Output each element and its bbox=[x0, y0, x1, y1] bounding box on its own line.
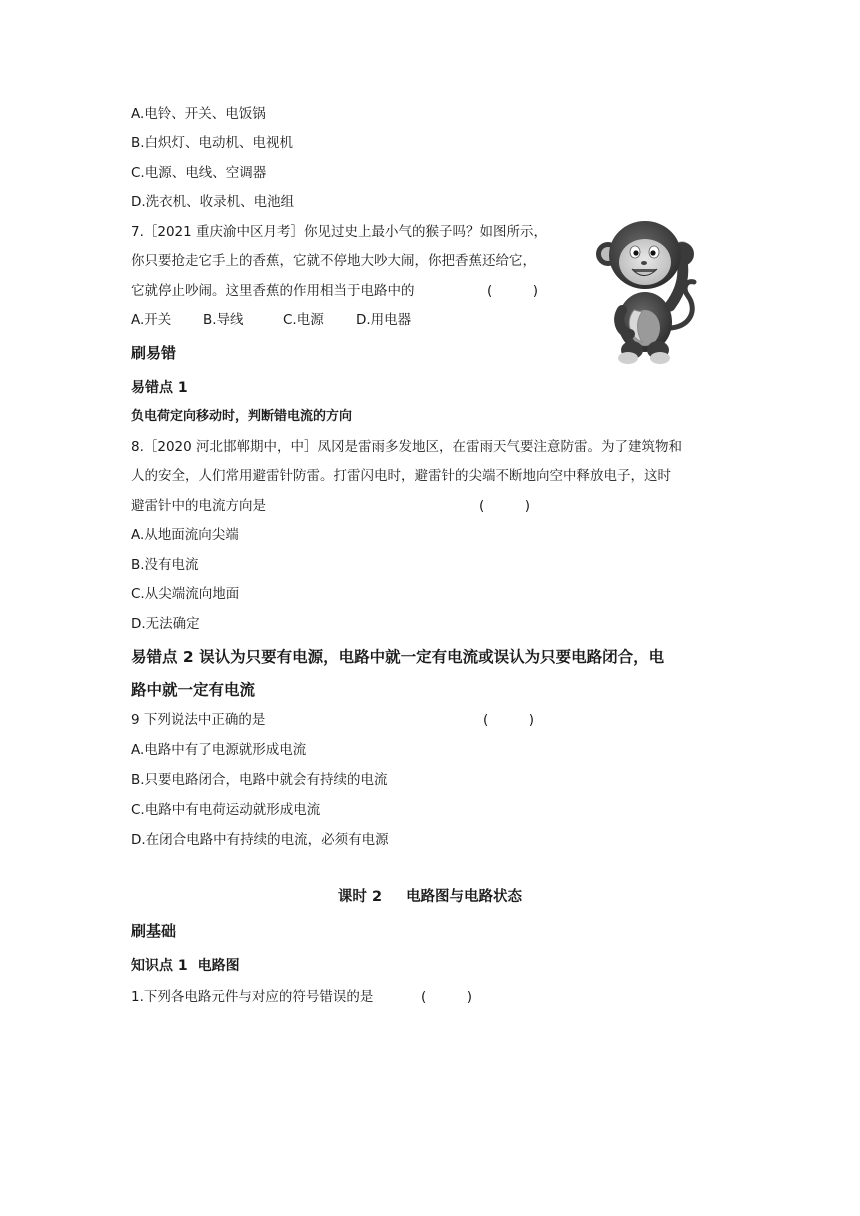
q7-option-d: D.用电器 bbox=[356, 312, 412, 328]
q7-stem-line3: 它就停止吵闹。这里香蕉的作用相当于电路中的 bbox=[131, 283, 415, 299]
lesson-number: 课时 2 bbox=[337, 889, 383, 905]
q1-stem: 1.下列各电路元件与对应的符号错误的是 bbox=[131, 989, 374, 1005]
mistake-point-2-title-line2: 路中就一定有电流 bbox=[131, 681, 256, 699]
lesson-heading bbox=[0, 887, 860, 907]
q9-option-c: C.电路中有电荷运动就形成电流 bbox=[131, 802, 321, 818]
q8-option-b: B.没有电流 bbox=[131, 557, 199, 573]
q1-answer-bracket: ( ) bbox=[421, 989, 473, 1005]
q7-stem-line2: 你只要抢走它手上的香蕉，它就不停地大吵大闹，你把香蕉还给它， bbox=[131, 253, 536, 269]
q8-answer-bracket: ( ) bbox=[479, 498, 531, 514]
mistake-point-2-title-line1: 易错点 2 误认为只要有电源，电路中就一定有电流或误认为只要电路闭合，电 bbox=[131, 648, 665, 666]
q8-stem-line1: 8.［2020 河北邯郸期中，中］凤冈是雷雨多发地区，在雷雨天气要注意防雷。为了建筑物和 bbox=[131, 439, 683, 455]
q9-answer-bracket: ( ) bbox=[483, 712, 535, 728]
q6-option-b: B.白炽灯、电动机、电视机 bbox=[131, 135, 294, 151]
q9-option-a: A.电路中有了电源就形成电流 bbox=[131, 742, 307, 758]
q7-stem-line1: 7.［2021 重庆渝中区月考］你见过史上最小气的猴子吗？如图所示， bbox=[131, 224, 548, 240]
mistake-point-1-title: 易错点 1 bbox=[131, 380, 188, 396]
section-heading-basic: 刷基础 bbox=[131, 922, 177, 940]
q9-option-b: B.只要电路闭合，电路中就会有持续的电流 bbox=[131, 772, 388, 788]
q6-option-d: D.洗衣机、收录机、电池组 bbox=[131, 194, 295, 210]
q6-option-c: C.电源、电线、空调器 bbox=[131, 165, 267, 181]
q8-stem-line3: 避雷针中的电流方向是 bbox=[131, 498, 266, 514]
knowledge-point-1-label: 知识点 1 bbox=[131, 958, 188, 974]
q7-option-b: B.导线 bbox=[203, 312, 244, 328]
q9-stem: 9 下列说法中正确的是 bbox=[131, 712, 266, 728]
q7-option-a: A.开关 bbox=[131, 312, 172, 328]
q7-option-c: C.电源 bbox=[283, 312, 324, 328]
knowledge-point-1-title: 电路图 bbox=[197, 958, 240, 974]
lesson-title: 电路图与电路状态 bbox=[406, 889, 523, 905]
q7-options bbox=[131, 311, 411, 329]
q8-option-d: D.无法确定 bbox=[131, 616, 200, 632]
q6-option-a: A.电铃、开关、电饭锅 bbox=[131, 106, 266, 122]
q8-stem-line2: 人的安全，人们常用避雷针防雷。打雷闪电时，避雷针的尖端不断地向空中释放电子，这时 bbox=[131, 468, 671, 484]
q8-option-a: A.从地面流向尖端 bbox=[131, 527, 239, 543]
section-heading-easy-mistake: 刷易错 bbox=[131, 344, 177, 362]
toy-monkey-illustration bbox=[590, 210, 705, 370]
q8-option-c: C.从尖端流向地面 bbox=[131, 586, 240, 602]
mistake-point-1-subtitle: 负电荷定向移动时，判断错电流的方向 bbox=[131, 409, 353, 424]
q9-option-d: D.在闭合电路中有持续的电流，必须有电源 bbox=[131, 832, 389, 848]
q7-answer-bracket: ( ) bbox=[487, 283, 539, 299]
knowledge-point-1 bbox=[131, 956, 240, 976]
